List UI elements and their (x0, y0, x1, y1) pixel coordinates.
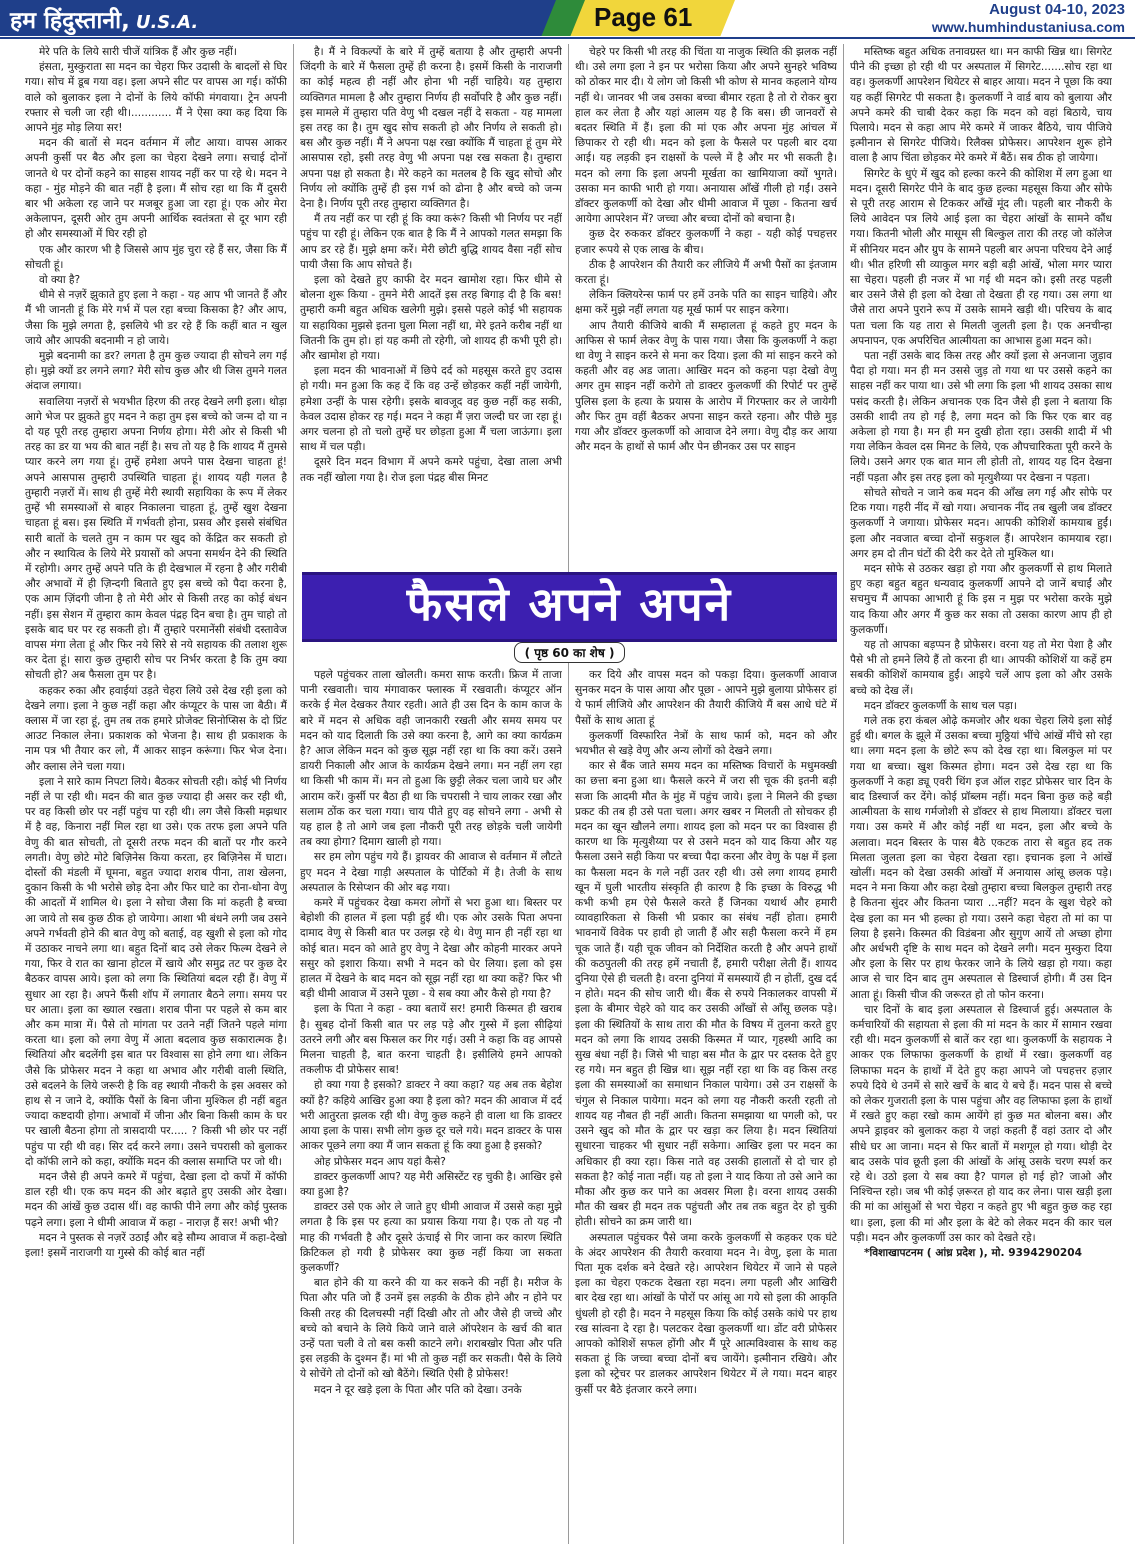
article-column-1 (25, 45, 287, 1525)
article-paragraph: कहकर रुका और हवाईयां उड़ते चेहरा लिये उसे देख रही इला को देखने लगा। इला ने कुछ नहीं कहा और कंप्यूटर के पास जा बैठी। मैं क्लास में जा रहा हूं, तुम तब तक हमारे प्रोजेक्ट सिनोप्सिस के दो प्रिंट आउट निकाल लेना। प्रकाशक को भेजना है। साथ ही प्रकाशक के नाम पत्र भी तैयार कर लो, मैं आकर साइन करूंगा। फिर भेज देना। और क्लास लेने चला गया। (25, 684, 287, 773)
page-header (0, 0, 1135, 38)
article-paragraph: हो क्या गया है इसको? डाक्टर ने क्या कहा? यह अब तक बेहोश क्यों है? कहिये आखिर हुआ क्या है इला को? मदन की आवाज में दर्द भरी आतुरता झलक रही थी। वेणु कुछ कहने ही वाला था कि डाक्टर आया इला के पास। सभी लोग कुछ दूर चले गये। मदन डाक्टर के पास आकर पूछने लगा क्या मैं जान सकता हूं कि क्या हुआ है इसको? (300, 1079, 562, 1153)
article-paragraph: मदन ने पुस्तक से नज़रें उठाईं और बड़े सौम्य आवाज में कहा-देखो इला! इसमें नाराजगी या गुस्से की कोई बात नहीं (25, 1231, 287, 1260)
article-paragraph: मदन जैसे ही अपने कमरे में पहुंचा, देखा इला दो कपों में कॉफी डाल रही थी। एक कप मदन की ओर बढ़ाते हुए उसकी ओर देखा। मदन की आंखें कुछ उदास थीं। वह काफी पीने लगा और कोई पुस्तक पढ़ने लगा। इला ने धीमी आवाज में कहा - नाराज़ हैं सर! अभी भी? (25, 1171, 287, 1229)
article-paragraph: ओह प्रोफेसर मदन आप यहां कैसे? (314, 1155, 446, 1168)
website-link[interactable]: www.humhindustaniusa.com (931, 19, 1125, 35)
issue-date: August 04-10, 2023 (989, 1, 1125, 18)
article-paragraph: कुछ देर रुककर डॉक्टर कुलकर्णी ने कहा - यही कोई पचहत्तर हजार रूपये से एक लाख के बीच। (575, 228, 837, 256)
article-paragraph: सवालिया नज़रों से भयभीत हिरण की तरह देखने लगी इला। थोड़ा आगे भेज पर झुकते हुए मदन ने कहा तुम इस बच्चे को जन्म दो या न दो यह पूरी तरह तुम्हारा अपना निर्णय होगा। मेरी ओर से किसी भी तरह का डर या भय की बात नहीं है। सच तो यह है कि शायद मैं तुमसे प्यार करने लग गया हूं। तुम्हें हमेशा अपने पास देखना चाहता हूं! अपने आसपास तुम्हारी उपस्थिति चाहता हूं। शायद यही गलत है तुम्हारी नज़रों में। साथ ही तुम्हें मेरी स्थायी सहायिका के रूप में लेकर तुम्हें भी समस्याओं से बाहर निकालना चाहता हूं, तुम्हें खुश देखना चाहता हूं बस। इस स्थिति में गर्भवती होना, प्रसव और इससे संबंधित सारी बातों के चलते तुम न काम पर खुद को केंद्रित कर सकती हो और न स्थायित्व के लिये मेरे प्रयासों को अपना समर्थन देने की स्थिति में रहोगी। अगर तुम्हें अपने पति के ही देखभाल में रहना है और गरीबी और अभावों में ही ज़िन्दगी बिताते हुए इस बच्चे को पैदा करना है, एक आम ज़िंदगी जीना है तो मेरी ओर से किसी तरह का कोई बंधन नहीं। इस सेशन में तुम्हारा काम केवल पंद्रह दिन बचा है। तुम चाहो तो इसके बाद घर पर रह सकती हो। मैं तुम्हारे परमानेंसी संबंधी दस्तावेज वापस मंगा लेता हूं और फिर नये सिरे से नये सहायक की तलाश शुरू कर देता हूं। सारा कुछ तुम्हारी सोच पर निर्भर करता है कि तुम क्या सोचती हो? अब फैसला तुम पर है। (25, 395, 287, 682)
article-paragraph: दूसरे दिन मदन विभाग में अपने कमरे पहुंचा, देखा ताला अभी तक नहीं खोला गया है। रोज इला पंद्रह बीस मिनट (300, 456, 562, 484)
article-paragraph: बात होने की या करने की या कर सकने की नहीं है। मरीज के पिता और पति जो हैं उनमें इस लड़की के ठीक होने और न होने पर किसी तरह की दिलचस्पी नहीं दिखी और तो और जैसे ही जच्चे और बच्चे को बचाने के लिये किये जाने वाले ऑपरेशन के खर्च की बात उन्हें पता चली वे तो बस कसी काटने लगे। शराबखोर पिता और पति इस लड़की के दुश्मन हैं। मां भी तो कुछ नहीं कर सकती। पैसे के लिये ये सोचेंगे तो दोनों को खो बैठेंगे। स्थिति ऐसी है प्रोफेसर! (300, 1277, 562, 1381)
article-column-4 (850, 45, 1112, 1525)
author-credit: *विशाखापटनम ( आंध्र प्रदेश ), मो. 9394290204 (864, 1247, 1082, 1260)
article-paragraph: मैं तय नहीं कर पा रही हूं कि क्या करूं? किसी भी निर्णय पर नहीं पहुंच पा रही हूं। लेकिन एक बात है कि मैं ने आपको गलत समझा कि आप डर रहे हैं। मुझे क्षमा करें। मेरी छोटी बुद्धि शायद वैसा नहीं सोच पायी जैसा कि आप सोचते हैं। (300, 213, 562, 271)
article-title-box (302, 570, 837, 664)
continuation-wrap (302, 642, 837, 663)
article-paragraph: इला के पिता ने कहा - क्या बतायें सर! हमारी किस्मत ही खराब है। सुबह दोनों किसी बात पर लड़ पड़े और गुस्से में इला सीढ़ियां उतरने लगी और बस फिसल कर गिर गई। उसी ने कहा कि वह आपसे मिलना चाहती है, बात करना चाहती है। इसीलिये हमने आपको तकलीफ दी प्रोफेसर साब! (300, 1003, 562, 1077)
column-rule (568, 44, 569, 1544)
article-paragraph: वो क्या है? (39, 274, 81, 287)
article-paragraph: धीमे से नज़रें झुकाते हुए इला ने कहा - यह आप भी जानते हैं और मैं भी जानती हूं कि मेरे गर्भ में पल रहा बच्चा किसका है? और आप, जैसा कि मुझे लगता है, इसलिये भी डर रहे हैं कि कहीं बात न खुल जाये और आपकी बदनामी न हो जाये। (25, 289, 287, 347)
article-paragraph: मदन ने दूर खड़े इला के पिता और पति को देखा। उनके (314, 1383, 522, 1396)
article-paragraph: मुझे बदनामी का डर? लगता है तुम कुछ ज्यादा ही सोचने लग गई हो। मुझे क्यों डर लगने लगा? मेरी सोच कुछ और थी जिस तुमने गलत अंदाज लगाया। (25, 350, 287, 393)
article-paragraph: लेकिन क्लियरेन्स फार्म पर हमें उनके पति का साइन चाहिये। और क्षमा करें मुझे नहीं लगता यह मूर्ख फार्म पर साइन करेगा। (575, 289, 837, 317)
article-paragraph: अस्पताल पहुंचकर पैसे जमा करके कुलकर्णी से कहकर एक घंटे के अंदर आपरेशन की तैयारी करवाया मदन ने। वेणु, इला के माता पिता मूक दर्शक बने देखते रहे। आपरेशन थियेटर में जाने से पहले इला का चेहरा एकटक देखता रहा मदन। लगा पहली और आखिरी बार देख रहा था। आंखों के पोरों पर आंसू आ गये सो इला की आकृति धुंधली हो रही है। मदन ने महसूस किया कि कोई उसके कांधे पर हाथ रख सांत्वना दे रहा है। पलटकर देखा कुलकर्णी था। डोंट वरी प्रोफेसर आपको कोशिशें सफल होंगी और मैं पूरे आत्मविश्वास के साथ कह सकता हूं कि जच्चा बच्चा दोनों बच जायेंगे। इत्मीनान रखिये। और इला को स्ट्रेचर पर डालकर आपरेशन थियेटर में ले गया। मदन बाहर कुर्सी पर बैठे इंतजार करने लगा। (575, 1231, 837, 1396)
article-paragraph: कर दिये और वापस मदन को पकड़ा दिया। कुलकर्णी आवाज सुनकर मदन के पास आया और पूछा - आपने मुझे बुलाया प्रोफेसर हां ये फार्म लीजिये और आपरेशन की तैयारी कीजिये मैं बस आधे घंटे में पैसों के साथ आता हूं (575, 669, 837, 727)
article-paragraph: इला मदन की भावनाओं में छिपे दर्द को महसूस करते हुए उदास हो गयी। मन हुआ कि कह दें कि वह उन्हें छोड़कर कहीं नहीं जायेगी, हमेशा उन्हीं के पास रहेगी। इसके बावजूद वह कुछ नहीं कह सकी, केवल उदास होकर रह गई। मदन ने कहा मैं ज़रा जल्दी घर जा रहा हूं। अगर चलना हो तो चलो तुम्हें घर छोड़ता हुआ मैं चला जाऊंगा। इला साथ में चल पड़ी। (300, 365, 562, 454)
article-paragraph: मस्तिष्क बहुत अधिक तनावग्रस्त था। मन काफी खिन्न था। सिगरेट पीने की इच्छा हो रही थी पर अस्पताल में सिगरेट.......सोच रहा था वह। कुलकर्णी आपरेशन थियेटर से बाहर आया। मदन ने पूछा कि क्या यह कहीं सिगरेट पी सकता है। कुलकर्णी ने वार्ड बाय को बुलाया और अपने कमरे की चाबी देकर कहा कि मदन को वहां बिठाये, चाय पिलाये। मदन से कहा आप मेरे कमरे में जाकर बैठिये, चाय पीजिये इत्मीनान से सिगरेट पीजिये। रिलैक्स प्रोफेसर। आपरेशन शुरू होने वाला है आप चिंता छोड़कर मेरे कमरे में बैठें। सब ठीक हो जायेगा। (850, 46, 1112, 165)
article-column-5 (300, 668, 562, 1528)
article-column-3 (575, 45, 837, 565)
article-paragraph: पहले पहुंचकर ताला खोलती। कमरा साफ करती। फ्रिज में ताजा पानी रखवाती। चाय मंगावाकर फ्लास्क में रखवाती। कंप्यूटर ऑन करके ई मेल देखकर तैयार रहती। आते ही उस दिन के काम काज के बारे में मदन से अधिक वही जानकारी रखती और समय समय पर मदन को याद दिलाती कि उसे क्या करना है, आगे का क्या कार्यक्रम है? आज लेकिन मदन को कुछ सूझ नहीं रहा था कि क्या करें। उसने डायरी निकाली और आज के कार्यक्रम देखने लगा। मन नहीं लग रहा था किसी भी काम में। मन तो हुआ कि छुट्टी लेकर चला जाये घर और आराम करें। कुर्सी पर बैठा ही था कि चपरासी ने चाय लाकर रखा और सलाम ठोंक कर चला गया। चाय पीते हुए वह सोचने लगा - अभी से यह हाल है तो आगे जब इला नौकरी पूरी तरह छोड़के चली जायेगी तब क्या होगा? दिमाग खाली हो गया। (300, 669, 562, 849)
article-paragraph: सोचते सोचते न जाने कब मदन की आँख लग गई और सोफे पर टिक गया। गहरी नींद में खो गया। अचानक नींद तब खुली जब डॉक्टर कुलकर्णी ने जगाया। प्रोफेसर मदन। आपकी कोशिशें कामयाब हुईं। इला और नवजात बच्चा दोनों सकुशल हैं। आपरेशन कामयाब रहा। अगर हम दो तीन घंटों की देरी कर देते तो मुश्किल था। (850, 486, 1112, 560)
article-paragraph: डाक्टर उसे एक ओर ले जाते हुए धीमी आवाज में उससे कहा मुझे लगता है कि इस पर हत्या का प्रयास किया गया है। एक तो यह नौ माह की गर्भवती है और दूसरे ऊंचाई से गिर जाना कर कारण स्थिति क्रिटिकल हो गयी है प्रोफेसर क्या कुछ नहीं किया जा सकता कुलकर्णी? (300, 1201, 562, 1274)
article-paragraph: हंसता, मुस्कुराता सा मदन का चेहरा फिर उदासी के बादलों से घिर गया। सोच में डूब गया वह। इला अपने सीट पर वापस आ गई। कॉफी वाले को बुलाकर इला ने दोनों के लिये कॉफी मंगवाया। ट्रेन अपनी रफ्तार से चली जा रही थी।............ मैं ने ऐसा क्या कह दिया कि आपने मुंह मोड़ लिया सर! (25, 61, 287, 135)
article-paragraph: सर हम लोग पहुंच गये हैं। ड्रायवर की आवाज से वर्तमान में लौटते हुए मदन ने देखा गाड़ी अस्पताल के पोर्टिको में है। तेजी के साथ अस्पताल के रिसेप्शन की ओर बढ़ गया। (300, 851, 562, 894)
masthead (10, 3, 198, 35)
article-paragraph: एक और कारण भी है जिससे आप मुंह चुरा रहे हैं सर, जैसा कि मैं सोचती हूं। (25, 243, 287, 271)
article-paragraph: इला को देखते हुए काफी देर मदन खामोश रहा। फिर धीमे से बोलना शुरू किया - तुमने मेरी आदतें इस तरह बिगाड़ दी है कि बस! तुम्हारी कमी बहुत अधिक खलेगी मुझे। इससे पहले कोई भी सहायक या सहायिका मुझसे इतना घुला मिला नहीं था, मेरे इतने करीब नहीं था जितनी कि तुम हो। हां यह कमी तो रहेगी, जो शायद ही कभी पूरी हो। और खामोश हो गया। (300, 274, 562, 363)
page-number: Page 61 (594, 2, 693, 32)
article-paragraph: ठीक है आपरेशन की तैयारी कर लीजिये मैं अभी पैसों का इंतजाम करता हूं। (575, 258, 837, 287)
article-paragraph: गले तक हरा कंबल ओढ़े कमजोर और थका चेहरा लिये इला सोई हुई थी। बगल के झूले में उसका बच्चा मुठ्ठियां भींचे आंखें मींचे सो रहा था। लगा मदन इला के छोटे रूप को देख रहा था। बिलकुल मां पर गया था बच्चा। खुश किस्मत होगा। मदन उसे देख रहा था कि कुलकर्णी ने कहा ड्यू एवरी थिंग इज ऑल राइट प्रोफेसर चार दिन के बाद डिस्चार्ज कर देंगे। कोई प्रॉब्लम नहीं। मदन बिना कुछ कहे बड़ी आत्मीयता के साथ गर्मजोशी से डॉक्टर से हाथ मिलाया। डॉक्टर चला गया। उस कमरे में और कोई नहीं था मदन, इला और बच्चे के अलावा। मदन बिस्तर के पास बैठे एकटक तारा से बहुत हद तक मिलता जुलता इला का चेहरा देखता रहा। इचानक इला ने आंखें खोलीं। मदन को देखा उसकी आंखों में अनायास आंसू छलक पड़े। मदन ने मना किया और कहा देखो तुम्हारा बच्चा बिलकुल तुम्हारी तरह है कितना सुंदर और कितना प्यारा ...नहीं? मदन के खुश चेहरे को देख इला का मन भी हल्का हो गया। उसने कहा चेहरा तो मां का पा लिया है इसने। किस्मत की विडंबना और सुगुण आयें तो अच्छा होगा और अर्धभरी दृष्टि के साथ मदन को देखने लगी। मदन मुस्कुरा दिया और इला के सिर पर हाथ फेरकर जाने के लिये खड़ा हो गया। कहा आज से चार दिन बाद तुम अस्पताल से डिस्चार्ज होगी। मैं उस दिन आता हूं। किसी चीज की जरूरत हो तो फोन करना। (850, 714, 1112, 1001)
article-paragraph: कमरे में पहुंचकर देखा कमरा लोगों से भरा हुआ था। बिस्तर पर बेहोशी की हालत में इला पड़ी हुई थी। एक ओर उसके पिता अपना दामाद वेणु से किसी बात पर उलझ रहे थे। वेणु मान ही नहीं रहा था कोई बात। मदन को आते हुए वेणु ने देखा और कोहनी मारकर अपने ससुर को इशारा किया। सभी ने मदन को घेर लिया। इला को इस हालत में देखने के बाद मदन को सूझ नहीं रहा था क्या कहें? फिर भी बड़ी धीमी आवाज में उसने पूछा - ये सब क्या और कैसे हो गया है? (300, 897, 562, 1001)
article-title: फैसले अपने अपने (406, 577, 733, 631)
continuation-note: ( पृष्ठ 60 का शेष ) (514, 642, 626, 663)
article-column-2 (300, 45, 562, 565)
article-paragraph: डाक्टर कुलकर्णी आप? यह मेरी असिस्टेंट रह चुकी है। आखिर इसे क्या हुआ है? (300, 1170, 562, 1198)
article-paragraph: कार से बैंक जाते समय मदन का मस्तिष्क विचारों के मधुमक्खी का छत्ता बना हुआ था। फैसले करने में जरा सी चूक की इतनी बड़ी सजा कि आदमी मौत के मुंह में पहुंच जाये। इला ने मिलने की इच्छा प्रकट की तब ही उसे पता चला। अगर खबर न मिलती तो सोचकर ही मदन का खून खौलने लगा। शायद इला को मदन पर का विश्वास ही कारण था कि मृत्युशैय्या पर से उसने मदन को याद किया और यह फैसला उसने सही किया पर बच्चा पैदा करना और वेणु के पक्ष में इला का फैसला मदन के गले नहीं उतर रही थी। उसे लगा शायद हमारी खून में घुली भारतीय संस्कृति ही कारण है कि इच्छा के विरुद्ध भी कभी कभी हम ऐसे फैसले करते हैं जिनका यथार्थ और हमारी व्यावहारिकता से किसी भी प्रकार का संबंध नहीं होता। हमारी भावनायें विवेक पर हावी हो जाती हैं और सही फैसला करने में हम चूक जाते हैं। यही चूक जीवन को निर्देशित करती है और अपने हाथों की कठपुतली की तरह हमें नचाती हैं, हमारी परीक्षा लेती हैं। शायद दुनिया ऐसे ही चलती है। वरना दुनियां में समस्यायें ही न होतीं, दुख दर्द न होते। मदन की सोच जारी थी। बैंक से रुपये निकालकर वापसी में इला के बीमार चेहरे को याद कर उसकी आँखों से आँसू छलक पड़े। इला की स्थितियों के साथ तारा की मौत के विषय में तुलना करते हुए मदन को लगा कि शायद उसकी किस्मत में प्यार, गृहस्थी आदि का सुख बंधा नहीं है। जिसे भी चाहा बस मौत के द्वार पर दस्तक देते हुए रह गये। मन बहुत ही खिन्न था। सूझ नहीं रहा था कि वह किस तरह इला की समस्याओं का समाधान निकाल पायेगा। उसे उन राक्षसों के चंगुल से निकाल पायेगा। मदन को लगा यह नौकरी करती रहती तो शायद यह नौबत ही नहीं आती। कितना समझाया था पगली को, पर उसने खुद को मौत के द्वार पर खड़ा कर लिया है। मदन स्थितियां सुधारना चाहकर भी सुधार नहीं सकेगा। आखिर इला पर मदन का अधिकार ही क्या रहा। किस नाते वह उसकी हालातों से दो चार हो सकता है? कोई नाता नहीं। यह तो इला ने याद किया तो उसे आने का मौका और कुछ कर पाने का अवसर मिला है। वरना शायद उसकी मौत की खबर ही मदन तक पहुंचती और तब तक बहुत देर हो चुकी होती। सोचने का क्रम जारी था। (575, 760, 837, 1229)
article-paragraph: कुलकर्णी विस्फारित नेत्रों के साथ फार्म को, मदन को और भयभीत से खड़े वेणु और अन्य लोगों को देखने लगा। (575, 729, 837, 758)
column-rule (293, 44, 294, 1544)
masthead-name: हम हिंदुस्तानी, (10, 8, 130, 34)
header-rule (0, 37, 1135, 39)
article-paragraph: चार दिनों के बाद इला अस्पताल से डिस्चार्ज हुई। अस्पताल के कर्मचारियों की सहायता से इला की मां मदन के कार में सामान रखवा रही थी। मदन कुलकर्णी से बातें कर रहा था। कुलकर्णी के सहायक ने आकर एक लिफाफा कुलकर्णी के हाथों में रखा। कुलकर्णी वह लिफाफा मदन के हाथों में देते हुए कहा आपने जो पचहत्तर हज़ार रुपये दिये थे उनमें से सारे खर्चे के बाद ये बचे हैं। मदन पास से बच्चे को लेकर गुजराती इला के पास पहुंचा और वह लिफाफा इला के हाथों में रखते हुए कहा रखो काम आयेंगे हां कुछ मत बोलना बस। और अपने ड्राइवर को बुलाकर कहा ये जहां कहती हैं वहां उतार दो और सीधे घर आ जाना। मदन से फिर बातों में मशगूल हो गया। थोड़ी देर बाद उसके पांव छूती इला की आंखों के आंसू उसके चरण स्पर्श कर रहे थे। उठो इला ये सब क्या है? पागल हो गई हो? जाओ और निश्चिन्त रहो। जब भी कोई ज़रूरत हो याद कर लेना। पास खड़ी इला की मां का आंसुओं से भरा चेहरा न कहते हुए भी बहुत कुछ कह रहा था। इला, इला की मां और इला के बेटे को लेकर मदन की कार चल पड़ी। मदन और कुलकर्णी उस कार को देखते रहे। (850, 1003, 1112, 1244)
article-paragraph: मदन डॉक्टर कुलकर्णी के साथ चल पड़ा। (864, 699, 1017, 712)
article-paragraph: इला ने सारे काम निपटा लिये। बैठकर सोचती रही। कोई भी निर्णय नहीं ले पा रही थी। मदन की बात कुछ ज्यादा ही असर कर रही थी, पर वह किसी छोर पर नहीं पहुंच पा रही थी। लग जैसे किसी मझधार में है वह, किनारा नहीं मिल रहा था उसे। एक तरफ इला अपने पति वेणु की बात सोचती, तो दूसरी तरफ मदन की बातों पर गौर करने लगती। वेणु छोटे मोटे बिज़िनेस किया करता, हर बिज़िनेस में घाटा। दोस्तों की मंडली में घूमना, बहुत ज्यादा शराब पीना, ताश खेलना, दुकान किसी के भी भरोसे छोड़ देना और फिर घाटे का रोना-धोना वेणु की आदतों में शामिल थे। इला ने सोचा जैसा कि मां कहती है बच्चा आ जाये तो सब कुछ ठीक हो जायेगा। आशा भी बंधने लगी जब उसने अपने गर्भवती होने की बात वेणु को बताई, वह खुशी से इला को गोद में उठाकर नाचने लगा था। बहुत दिनों बाद उसे लेकर फिल्म देखने ले गया, फिर वे रात का खाना होटल में खाये और समुद्र तट पर कुछ देर बैठकर वापस आये। इला को लगा कि स्थितियां बदल रही हैं। वेणु में सुधार आ रहा है। अपने फैंसी शॉप में लगातार बैठने लगा। समय पर घर आता। इला का ख्याल रखता। शराब पीना पर पहले से कम बार और कम मात्रा में। पैसे तो मांगता पर उतने नहीं जितने पहले मांगा करता था। इला को लगा वेणु में आता बदलाव कुछ सकारात्मक है। स्थितियां और बदलेंगी इस बात पर विश्वास सा होने लगा था। लेकिन जैसे कि प्रोफेसर मदन ने कहा था अभाव और गरीबी वाली स्थिति, उसे बदलने के लिये जरूरी है कि वह स्थायी नौकरी के इस अवसर को हाथ से न जाने दे, क्योंकि पैसों के बिना जीना मुश्किल ही नहीं बहुत ज्यादा कष्टदायी होगा। अभावों में जीना और बिना किसी काम के घर पर खाली बैठना होगा तो त्रासदायी पर..... ? किसी भी छोर पर नहीं पहुंच पा रही थी वह। सिर दर्द करने लगा। उसने चपरासी को बुलाकर दो कॉफी लाने को कहा, क्योंकि मदन की क्लास समाप्ति पर जो थी। (25, 775, 287, 1168)
masthead-usa: U.S.A. (135, 12, 199, 33)
article-paragraph: चेहरे पर किसी भी तरह की चिंता या नाजुक स्थिति की झलक नहीं थी। उसे लगा इला ने इन पर भरोसा किया और अपने सुनहरे भविष्य को ठोकर मार दी। ये लोग जो किसी भी कोण से मानव कहलाने योग्य नहीं थे। जानवर भी जब उसका बच्चा बीमार रहता है तो रो रोकर बुरा हाल कर लेता है और यहां आलम यह है कि बस। छी जानवरों से बदतर स्थिति में हैं। इला की मां एक और अपना मुंह आंचल में छिपाकर रो रही थी। मदन को इला के फैसले पर पहली बार दया आई। यह लड़की इन राक्षसों के पल्ले में है और मर भी सकती है। मदन को लगा कि इला अपनी मूर्खता का खामियाजा क्यों भुगते। उसका मन काफी भारी हो गया। अनायास आँखें गीली हो गईं। उसने डॉक्टर कुलकर्णी को देखा और धीमी आवाज में पूछा - कितना खर्च आयेगा आपरेशन में? जच्चा और बच्चा दोनों को बचाना है। (575, 46, 837, 226)
article-paragraph: मदन सोफे से उठकर खड़ा हो गया और कुलकर्णी से हाथ मिलाते हुए कहा बहुत बहुत धन्यवाद कुलकर्णी आपने दो जानें बचाईं और सचमुच मैं आपका आभारी हूं कि इस न मुझ पर भरोसा करके मुझे याद किया और अगर मैं कुछ कर सका तो उसका कारण आप ही हो कुलकर्णी। (850, 562, 1112, 636)
article-paragraph: आप तैयारी कीजिये बाकी मैं सम्हालता हूं कहते हुए मदन के आफिस से फार्म लेकर वेणु के पास गया। जैसा कि कुलकर्णी ने कहा था वेणु ने साइन करने से मना कर दिया। इला की मां साइन करने को कहती और वह अड जाता। आखिर मदन को कहना पड़ा देखो वेणु अगर तुम साइन नहीं करोगे तो डाक्टर कुलकर्णी की रिपोर्ट पर तुम्हें पुलिस इला के हत्या के प्रयास के आरोप में गिरफ्तार कर ले जायेगी और फिर तुम वहीं बैठकर अपना साइन करते रहना। और पीछे मुड़ गया और डॉक्टर कुलकर्णी को आवाज देने लगा। वेणु दौड़ कर आया और मदन के हाथों से फार्म और पेन छीनकर उस पर साइन (575, 319, 837, 454)
article-column-6 (575, 668, 837, 1528)
article-paragraph: मेरे पति के लिये सारी चीजें यांत्रिक हैं और कुछ नहीं। (39, 46, 237, 58)
article-paragraph: यह तो आपका बड़प्पन है प्रोफेसर। वरना यह तो मेरा पेशा है और पैसे भी तो हमने लिये हैं तो करना ही था। आपकी कोशिशें या कहें हम सबकी कोशिशें कामयाब हुईं। आइये चलें आप इला को और उसके बच्चे को देख लें। (850, 638, 1112, 697)
column-rule (843, 44, 844, 1544)
article-paragraph: पता नहीं उसके बाद किस तरह और क्यों इला से अनजाना जुड़ाव पैदा हो गया। मन ही मन उससे जुड़ तो गया था पर उससे कहने का साहस नहीं कर पाया था। उसे भी लगा कि इला भी शायद उसका साथ पसंद करती है। लेकिन अचानक एक दिन जैसे ही इला ने बताया कि उसकी शादी तय हो गई है, लगा मदन को कि फिर एक बार वह अकेला हो गया है। मन ही मन दुखी होता रहा। उसकी शादी में भी गया लेकिन केवल दस मिनट के लिये, एक औपचारिकता पूरी करने के लिये। उसने अगर एक बात मान ली होती तो, शायद यह दिन देखना नहीं पड़ता और इस तरह इला को मृत्युशैय्या पर देखना न पड़ता। (850, 350, 1112, 484)
article-paragraph: है। मैं ने विकल्पों के बारे में तुम्हें बताया है और तुम्हारी अपनी जिंदगी के बारे में फैसला तुम्हें ही करना है। इसमें किसी के नाराजगी का कोई महत्व ही नहीं और होना भी नहीं चाहिये। यह तुम्हारा व्यक्तिगत मामला है और तुम्हारा निर्णय ही सर्वोपरि है और कुछ नहीं। इस मामले में तुम्हारा पति वेणु भी दखल नहीं दे सकता - यह मामला इस तरह का है। तुम खुद सोच सकती हो और निर्णय ले सकती हो। बस और कुछ नहीं। मैं ने अपना पक्ष रखा क्योंकि मैं चाहता हूं तुम मेरे आसपास रहो, इसी तरह वेणु भी अपना पक्ष रख सकता है। तुम्हारा अपना पक्ष हो सकता है। मेरे कहने का मतलब है कि खुद सोचो और निर्णय लो क्योंकि तुम्हें ही इस गर्भ को ढोना है और बच्चे को जन्म देना है। निर्णय पूरी तरह तुम्हारा व्यक्तिगत है। (300, 46, 562, 211)
article-paragraph: सिगरेट के धुएं में खुद को हल्का करने की कोशिश में लग हुआ था मदन। दूसरी सिगरेट पीने के बाद कुछ हल्का महसूस किया और सोफे से पूरी तरह आराम से टिककर आँखें मूंद ली। पहली बार नौकरी के लिये आवेदन पत्र लिये आई इला का चेहरा आंखों के सामने कौंध गया। कितनी भोली और मासूम सी बिल्कुल तारा की तरह जो कॉलेज में सीनियर मदन और ग्रुप के सामने पहली बार अपना परिचय देने आई थी। भीत हरिणी सी व्याकुल मगर बड़ी बड़ी आंखें, भोला मगर प्यारा सा चेहरा। पहली ही नजर में भा गई थी मदन को। इसी तरह पहली बार उसने जैसे ही इला को देखा तो देखता ही रह गया। उस लगा था जैसे तारा अपने पुराने रूप में उसके सामने खड़ी थी। परिचय के बाद पता चला कि यह तारा से मिलती जुलती इला है। एक अनचीन्हा अपनापन, एक अपरिचित आत्मीयता का आभास हुआ मदन को। (850, 167, 1112, 347)
article-paragraph: मदन की बातों से मदन वर्तमान में लौट आया। वापस आकर अपनी कुर्सी पर बैठ और इला का चेहरा देखने लगा। सचाई दोनों जानते थे पर दोनों कहने का साहस शायद नहीं कर पा रहे थे। मदन ने कहा - मुंह मोड़ने की बात नहीं है इला। मैं सोच रहा था कि मैं दुसरी बार भी अकेला रह जाने पर मजबूर हुआ जा रहा हूं। एक ओर मेरा अकेलापन, दूसरी ओर तुम अपनी आर्थिक स्वतंत्रता से दूर भाग रही हो और समस्याओं में घिर रही हो (25, 137, 287, 241)
